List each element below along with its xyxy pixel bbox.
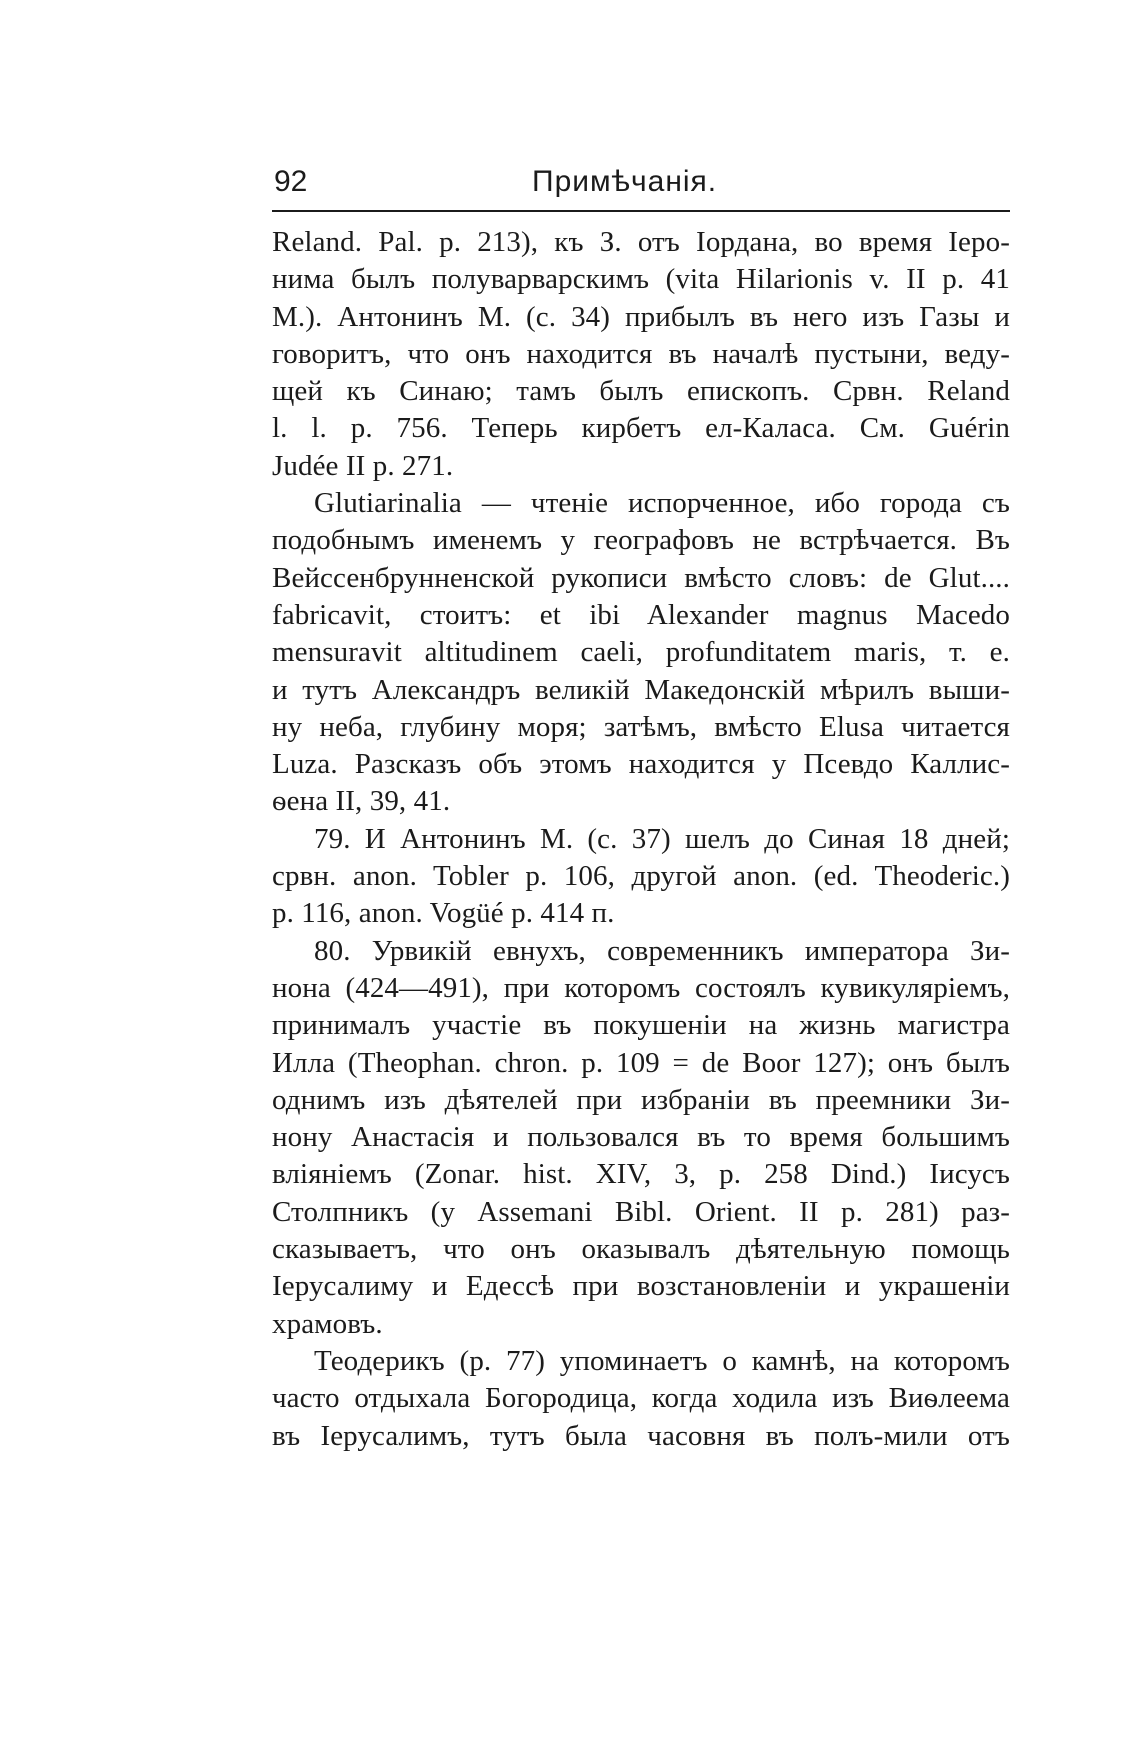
- text-line: храмовъ.: [272, 1307, 383, 1340]
- text-line: сказываетъ, что онъ оказывалъ дѣятельную помощь: [272, 1233, 1010, 1266]
- text-line: mensuravit altitudinem caeli, profunditatem maris, т. е.: [272, 636, 1010, 669]
- paragraph-note-79: [272, 821, 1010, 933]
- text-line: Илла (Theophan. chron. p. 109 = de Boor 127); онъ былъ: [272, 1046, 1010, 1079]
- text-line: M.). Антонинъ М. (с. 34) прибылъ въ него изъ Газы и: [272, 300, 1010, 333]
- text-line: щей къ Синаю; тамъ былъ епископъ. Срвн. Reland: [272, 375, 1010, 408]
- text-line: l. l. p. 756. Теперь кирбетъ ел-Каласа. См. Guérin: [272, 412, 1010, 445]
- text-line: fabricavit, стоитъ: et ibi Alexander magnus Macedo: [272, 598, 1010, 631]
- text-line: принималъ участіе въ покушеніи на жизнь магистра: [272, 1009, 1010, 1042]
- text-line: Теодерикъ (p. 77) упоминаетъ о камнѣ, на которомъ: [314, 1344, 1010, 1377]
- text-line: p. 116, anon. Vogüé p. 414 п.: [272, 897, 615, 930]
- text-line: подобнымъ именемъ у географовъ не встрѣчается. Въ: [272, 524, 1010, 557]
- text-line: 80. Урвикій евнухъ, современникъ императора Зи-: [314, 934, 1010, 967]
- text-line: Іерусалиму и Едессѣ при возстановленіи и украшеніи: [272, 1270, 1010, 1303]
- running-head: [272, 158, 1010, 212]
- text-line: Столпникъ (у Assemani Bibl. Orient. II p. 281) раз-: [272, 1195, 1010, 1228]
- page-number: 92: [274, 165, 308, 198]
- book-page: [272, 158, 1010, 1455]
- text-line: однимъ изъ дѣятелей при избраніи въ преемники Зи-: [272, 1083, 1010, 1116]
- paragraph-note-80: [272, 933, 1010, 1343]
- text-line: нима былъ полуварварскимъ (vita Hilarionis v. II p. 41: [272, 263, 1010, 296]
- text-line: часто отдыхала Богородица, когда ходила изъ Виѳлеема: [272, 1382, 1010, 1415]
- text-line: вліяніемъ (Zonar. hist. XIV, 3, p. 258 Dind.) Іисусъ: [272, 1158, 1010, 1191]
- text-line: нону Анастасія и пользовался въ то время большимъ: [272, 1121, 1010, 1154]
- text-line: Glutiarinalia — чтеніе испорченное, ибо города съ: [314, 487, 1010, 520]
- running-title: Примѣчанія.: [532, 165, 718, 198]
- text-line: нона (424—491), при которомъ состоялъ кувикуляріемъ,: [272, 971, 1010, 1004]
- text-line: Reland. Pal. p. 213), къ З. отъ Іордана, во время Іеро-: [272, 226, 1010, 258]
- text-line: срвн. anon. Tobler p. 106, другой anon. (ed. Theoderic.): [272, 860, 1010, 893]
- text-line: 79. И Антонинъ М. (с. 37) шелъ до Синая 18 дней;: [314, 822, 1010, 855]
- paragraph-glutiarinalia: [272, 485, 1010, 821]
- paragraph-theoderic: [272, 1343, 1010, 1455]
- text-line: Вейссенбрунненской рукописи вмѣсто словъ: de Glut....: [272, 561, 1010, 594]
- text-line: говоритъ, что онъ находится въ началѣ пустыни, веду-: [272, 337, 1010, 370]
- text-line: ну неба, глубину моря; затѣмъ, вмѣсто Elusa читается: [272, 710, 1010, 743]
- text-line: въ Іерусалимъ, тутъ была часовня въ полъ-мили отъ: [272, 1419, 1010, 1452]
- text-line: и тутъ Александръ великій Македонскій мѣрилъ выши-: [272, 673, 1010, 706]
- text-line: ѳена II, 39, 41.: [272, 785, 451, 818]
- body-text: [272, 224, 1010, 1455]
- text-line: Judée II p. 271.: [272, 449, 454, 482]
- text-line: Luza. Разсказъ объ этомъ находится у Псевдо Каллис-: [272, 748, 1010, 781]
- paragraph-reland: [272, 224, 1010, 485]
